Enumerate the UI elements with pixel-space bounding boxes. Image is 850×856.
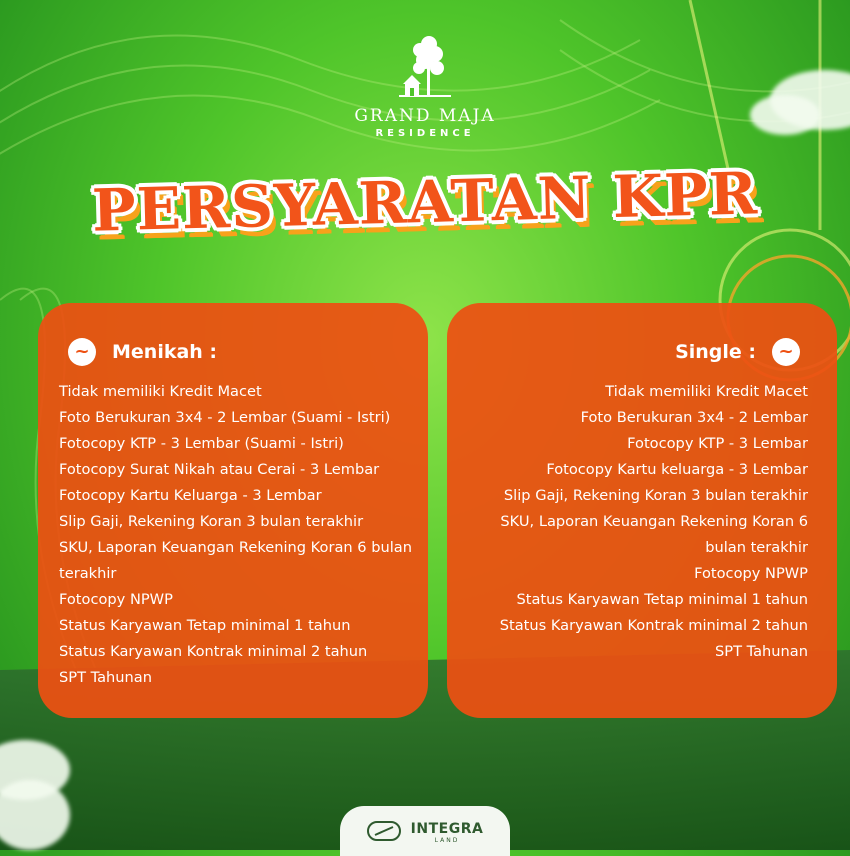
list-item: SKU, Laporan Keuangan Rekening Koran 6 bulan terakhir [500,513,808,556]
brand-sub: RESIDENCE [375,128,475,139]
integra-land-logo [340,806,510,856]
list-item: Tidak memiliki Kredit Macet [59,383,262,400]
married-heading [68,338,217,366]
list-item: Status Karyawan Tetap minimal 1 tahun [516,591,808,608]
married-requirements-panel [38,303,428,718]
single-heading [675,338,800,366]
list-item: Status Karyawan Kontrak minimal 2 tahun [499,617,808,634]
list-item: Fotocopy Kartu Keluarga - 3 Lembar [59,487,322,504]
list-item: Fotocopy NPWP [694,565,808,582]
list-item: SKU, Laporan Keuangan Rekening Koran 6 bulan terakhir [59,539,412,582]
brand-logo [0,30,850,139]
list-item: Slip Gaji, Rekening Koran 3 bulan terakhir [503,487,808,504]
single-requirements-panel [447,303,837,718]
tilde-icon: ~ [68,338,96,366]
single-requirements-list [469,379,808,665]
list-item: SPT Tahunan [59,669,152,686]
list-item: Foto Berukuran 3x4 - 2 Lembar (Suami - Istri) [59,409,391,426]
married-heading-label: Menikah : [112,341,218,363]
single-heading-label: Single : [675,341,756,363]
integra-mark-icon [367,821,401,841]
list-item: Fotocopy Kartu keluarga - 3 Lembar [546,461,808,478]
list-item: Fotocopy KTP - 3 Lembar (Suami - Istri) [59,435,344,452]
footer-sub: LAND [434,837,460,844]
list-item: Slip Gaji, Rekening Koran 3 bulan terakhir [59,513,364,530]
brand-name: GRAND MAJA [354,106,496,126]
footer-brand: INTEGRA [410,821,484,837]
list-item: SPT Tahunan [715,643,808,660]
tree-house-icon [395,30,455,98]
list-item: Status Karyawan Kontrak minimal 2 tahun [59,643,368,660]
tilde-icon: ~ [772,338,800,366]
married-requirements-list [59,379,414,691]
list-item: Foto Berukuran 3x4 - 2 Lembar [580,409,808,426]
page-title: PERSYARATAN KPR [91,159,759,245]
list-item: Fotocopy Surat Nikah atau Cerai - 3 Lembar [59,461,380,478]
list-item: Status Karyawan Tetap minimal 1 tahun [59,617,351,634]
list-item: Fotocopy KTP - 3 Lembar [627,435,808,452]
list-item: Fotocopy NPWP [59,591,173,608]
list-item: Tidak memiliki Kredit Macet [605,383,808,400]
